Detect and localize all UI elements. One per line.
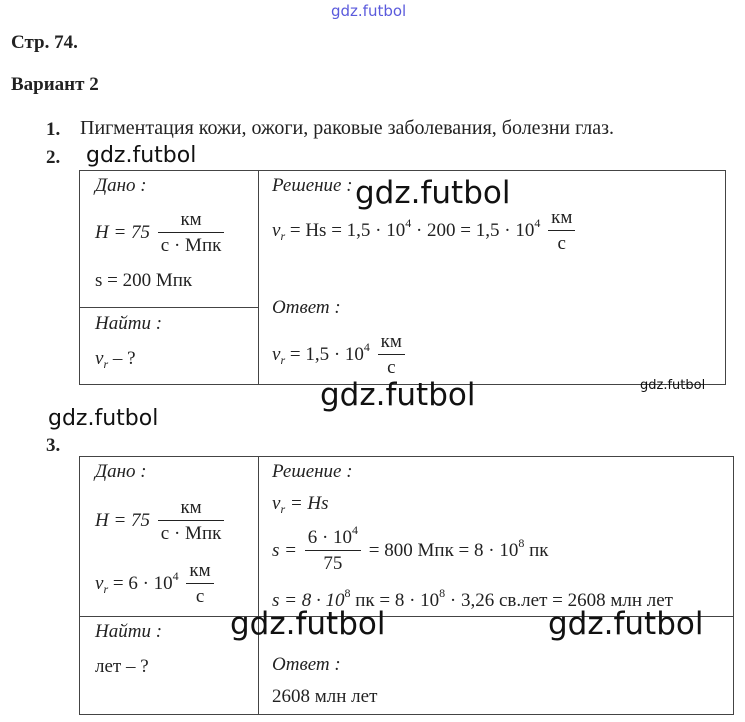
q3-answer-value: 2608 млн лет [272, 686, 378, 707]
q3-velocity: $v_r = 6 \cdot 10^4$ $\frac{км}{с}$ [95, 559, 217, 610]
watermark-top: gdz.futbol [331, 2, 407, 20]
q2-find-label: Найти : [95, 313, 163, 334]
q2-find-value: $v_r$ – ? [95, 348, 136, 371]
watermark-small: gdz.futbol [640, 378, 706, 393]
watermark-q3: gdz.futbol [48, 406, 159, 431]
q3-light-years-calc: $s = 8 \cdot 10^8$ пк = $8 \cdot 10^8 \cdot 3,26$ св.лет = 2608 млн лет [272, 586, 673, 611]
q3-hubble-law: $v_r = Hs$ [272, 493, 329, 516]
q3-find-value: лет – ? [95, 656, 149, 677]
q2-hubble-constant: H = 75 $\frac{км}{\text{с · Мпк}}$ [95, 208, 227, 259]
q2-answer-label: Ответ : [272, 297, 341, 318]
q3-given-label: Дано : [95, 461, 147, 482]
watermark-q3-left: gdz.futbol [230, 606, 386, 642]
q3-number: 3. [46, 435, 61, 456]
q1-number: 1. [46, 119, 61, 140]
page-number: Стр. 74. [11, 32, 78, 53]
q3-distance-calc: s = $\frac{6 \cdot 10^4}{75}$ = 800 Мпк = $8 \cdot 10^8$ пк [272, 523, 549, 574]
watermark-middle: gdz.futbol [320, 377, 476, 413]
watermark-q2: gdz.futbol [86, 143, 197, 168]
q2-solution-label: Решение : [272, 175, 353, 196]
q2-given-label: Дано : [95, 175, 147, 196]
q3-solution-label: Решение : [272, 461, 353, 482]
q2-distance: s = 200 Мпк [95, 270, 193, 291]
variant-title: Вариант 2 [11, 74, 99, 95]
q3-hubble-constant: H = 75 $\frac{км}{\text{с · Мпк}}$ [95, 496, 227, 547]
q2-solution-equation: $v_r = Hs = 1,5 \cdot 10^4 \cdot 200 = 1,5 \cdot 10^4$ $\frac{км}{с}$ [272, 206, 578, 257]
watermark-q3-right: gdz.futbol [548, 606, 704, 642]
q3-find-label: Найти : [95, 621, 163, 642]
q3-answer-label: Ответ : [272, 654, 341, 675]
watermark-q2-solution: gdz.futbol [355, 175, 511, 211]
q1-answer: Пигментация кожи, ожоги, раковые заболевания, болезни глаз. [80, 117, 615, 139]
q2-answer-value: $v_r = 1,5 \cdot 10^4$ $\frac{км}{с}$ [272, 330, 408, 381]
q2-number: 2. [46, 147, 61, 168]
